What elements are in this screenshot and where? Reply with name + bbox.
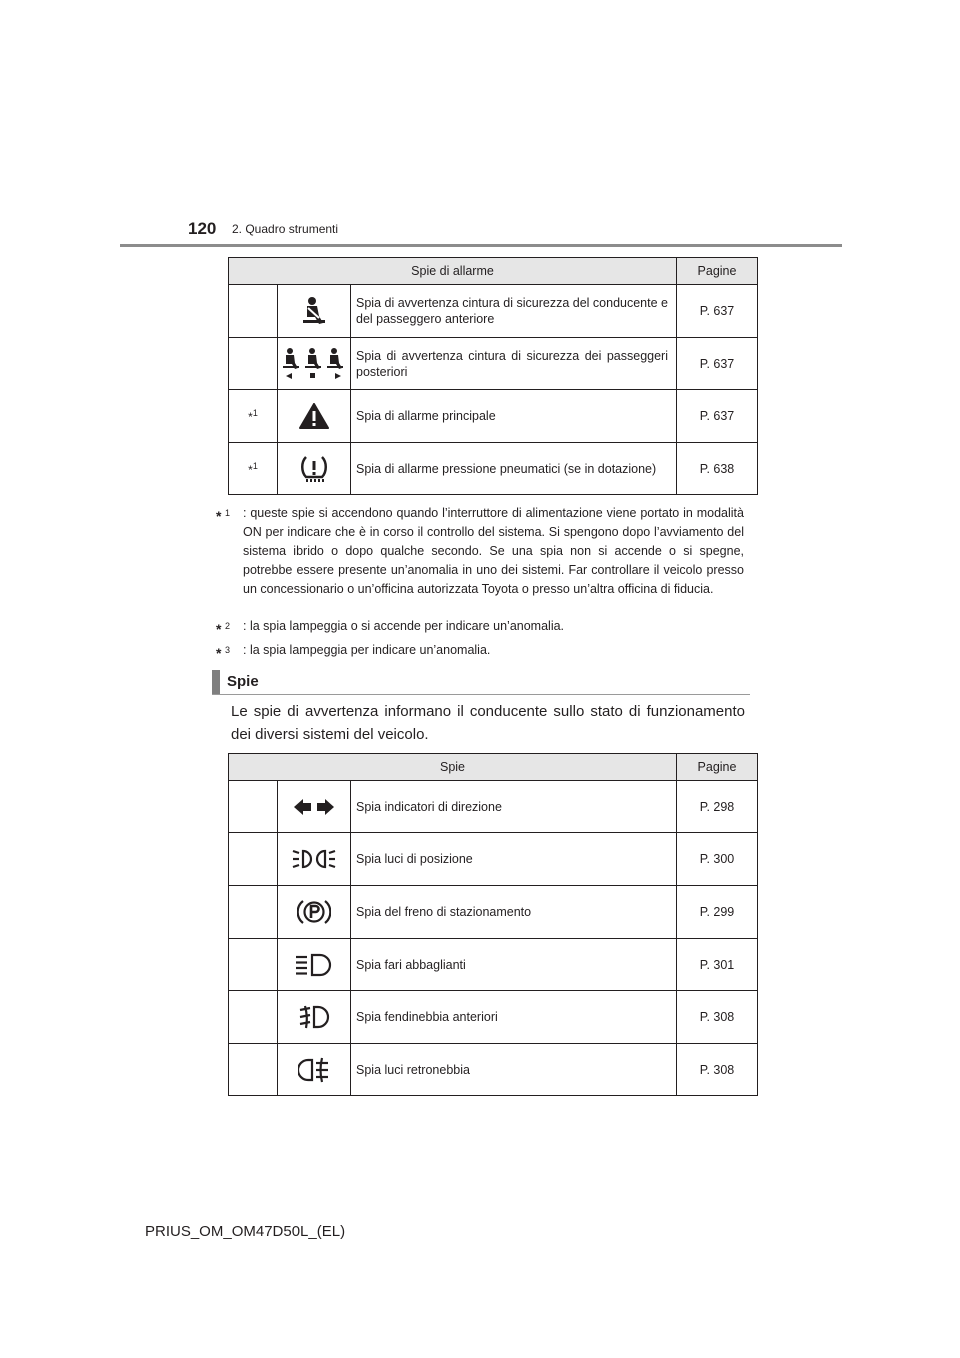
desc-cell: Spia di avvertenza cintura di sicurezza del conducente e del passeggero anteriore xyxy=(351,285,677,338)
footnote-number: 2 xyxy=(225,621,231,631)
table-row xyxy=(229,338,758,390)
front-fog-icon xyxy=(278,991,351,1044)
master-warning-icon xyxy=(278,390,351,443)
desc-cell: Spia di allarme principale xyxy=(351,390,677,443)
footnote-number: 3 xyxy=(225,645,231,655)
rear-fog-icon xyxy=(278,1044,351,1096)
table-row xyxy=(229,833,758,886)
heading-bar xyxy=(212,670,220,694)
table-row xyxy=(229,1044,758,1096)
footnote-asterisk: * xyxy=(216,621,222,638)
desc-cell: Spia luci di posizione xyxy=(351,833,677,886)
desc-cell: Spia di allarme pressione pneumatici (se in dotazione) xyxy=(351,443,677,495)
page-ref: P. 637 xyxy=(677,338,758,390)
page-number: 120 xyxy=(188,219,217,238)
note-cell xyxy=(229,285,278,338)
note-cell xyxy=(229,991,278,1044)
section-heading-label: Spie xyxy=(227,673,259,690)
footnote-3 xyxy=(216,641,744,661)
table-row xyxy=(229,781,758,833)
note-cell xyxy=(229,781,278,833)
note-number: 1 xyxy=(252,408,258,418)
high-beam-icon xyxy=(278,939,351,991)
desc-cell: Spia fari abbaglianti xyxy=(351,939,677,991)
note-cell xyxy=(229,443,278,495)
note-cell xyxy=(229,886,278,939)
note-cell xyxy=(229,390,278,443)
indicator-lights-table xyxy=(228,753,758,1096)
note-asterisk: * xyxy=(248,462,253,477)
page-ref: P. 638 xyxy=(677,443,758,495)
table-row xyxy=(229,886,758,939)
footnote-asterisk: * xyxy=(216,508,222,525)
document-id: PRIUS_OM_OM47D50L_(EL) xyxy=(145,1223,346,1240)
seatbelt-front-icon xyxy=(278,285,351,338)
table-row xyxy=(229,939,758,991)
tire-pressure-icon xyxy=(278,443,351,495)
desc-cell: Spia luci retronebbia xyxy=(351,1044,677,1096)
page-ref: P. 298 xyxy=(677,781,758,833)
desc-cell: Spia di avvertenza cintura di sicurezza dei passeggeri posteriori xyxy=(351,338,677,390)
position-lights-icon xyxy=(278,833,351,886)
page-ref: P. 301 xyxy=(677,939,758,991)
desc-cell: Spia indicatori di direzione xyxy=(351,781,677,833)
desc-cell: Spia del freno di stazionamento xyxy=(351,886,677,939)
page-ref: P. 300 xyxy=(677,833,758,886)
page-ref: P. 308 xyxy=(677,1044,758,1096)
turn-signal-icon xyxy=(278,781,351,833)
col-header-pages: Pagine xyxy=(677,754,758,781)
note-cell xyxy=(229,939,278,991)
table-row xyxy=(229,443,758,495)
note-cell xyxy=(229,833,278,886)
note-cell xyxy=(229,338,278,390)
footnote-text: : queste spie si accendono quando l’interruttore di alimentazione viene portato in modalità ON per indicare che è in corso il controllo del sistema. Si spengono dopo l’avviamento del sistema ibrido o dopo qualche secondo. Se una spia non si accende o si spegne, potrebbe essere presente un’anomalia in uno dei sistemi. Far controllare il veicolo presso un concessionario o un’officina autorizzata Toyota o presso un’altra officina di fiducia. xyxy=(243,506,744,596)
intro-paragraph: Le spie di avvertenza informano il conducente sullo stato di funzionamento dei diversi sistemi del veicolo. xyxy=(231,703,745,743)
table-row xyxy=(229,390,758,443)
header-rule xyxy=(120,244,842,247)
col-header-pages: Pagine xyxy=(677,258,758,285)
footnote-1 xyxy=(216,504,744,618)
footnote-asterisk: * xyxy=(216,645,222,662)
footnote-number: 1 xyxy=(225,508,231,518)
note-number: 1 xyxy=(252,460,258,471)
col-header-warning: Spie di allarme xyxy=(229,258,677,285)
seatbelt-rear-icon xyxy=(278,338,351,390)
footnote-text: : la spia lampeggia o si accende per indicare un’anomalia. xyxy=(243,619,565,633)
page-ref: P. 637 xyxy=(677,390,758,443)
col-header-indicator: Spie xyxy=(229,754,677,781)
section-title: 2. Quadro strumenti xyxy=(232,222,339,236)
footnote-text: : la spia lampeggia per indicare un’anomalia. xyxy=(243,643,491,657)
section-heading xyxy=(212,670,750,695)
note-cell xyxy=(229,1044,278,1096)
page-ref: P. 299 xyxy=(677,886,758,939)
footnote-2 xyxy=(216,617,744,637)
page-ref: P. 637 xyxy=(677,285,758,338)
desc-cell: Spia fendinebbia anteriori xyxy=(351,991,677,1044)
table-row xyxy=(229,285,758,338)
parking-brake-icon xyxy=(278,886,351,939)
note-asterisk: * xyxy=(248,410,253,424)
warning-lights-table xyxy=(228,257,758,495)
page-ref: P. 308 xyxy=(677,991,758,1044)
table-row xyxy=(229,991,758,1044)
